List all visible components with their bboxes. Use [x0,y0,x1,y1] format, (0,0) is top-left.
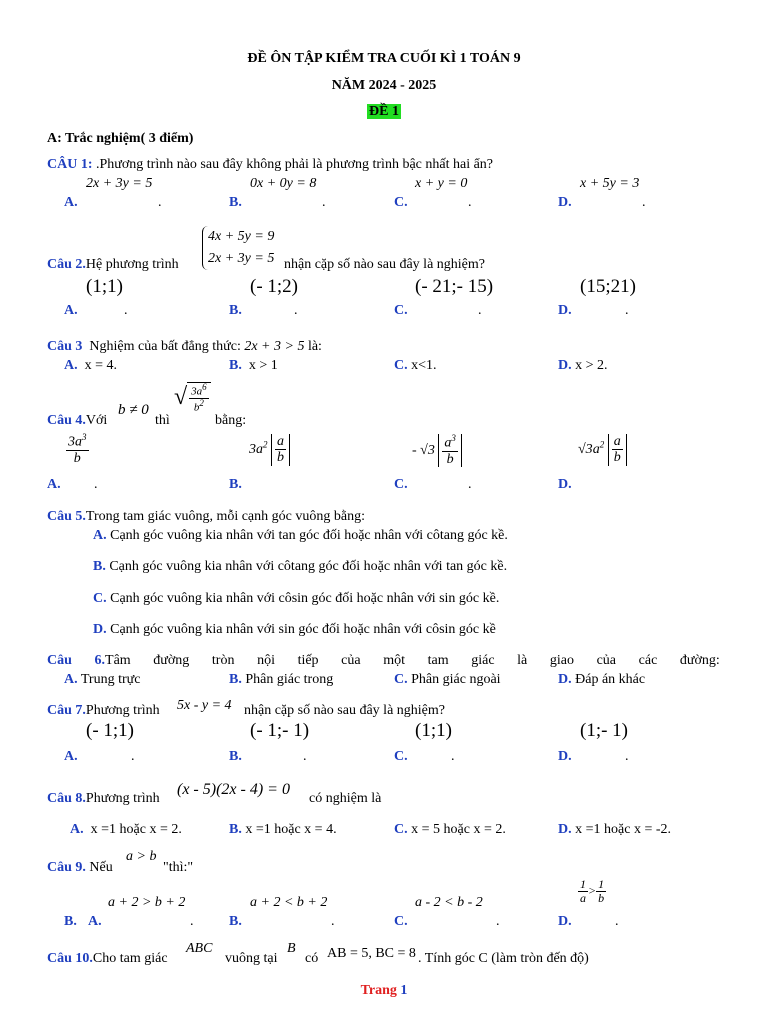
question-2-label: Câu 2. [47,257,86,272]
question-5-text: Trong tam giác vuông, mỗi cạnh góc vuông bằng: [85,509,365,524]
q3-option-a-letter: A. [64,358,78,373]
q5-option-b[interactable] [93,559,507,575]
question-4-text1: Với [85,413,108,428]
question-2-text-before: Hệ phương trình [85,257,179,272]
question-6 [47,653,720,669]
question-6-word: tam [427,653,449,668]
q9-extra-label: B. [64,914,77,929]
q4-option-c-dot: . [468,477,472,492]
footer-label: Trang [360,983,397,998]
q7-option-b-dot: . [303,749,307,764]
q4-option-b-expr: $3a^2$ $\frac{a}{b}$ [249,434,290,466]
question-10-vertex: B [287,941,296,956]
question-9-label: Câu 9. [47,860,86,875]
q8-option-c-text: x = 5 hoặc x = 2. [411,822,506,837]
q5-option-d-text: Cạnh góc vuông kia nhân với sin góc đối hoặc nhân với côsin góc kề [110,622,496,637]
q2-option-b-letter[interactable]: B. [229,303,242,318]
q2-option-d-letter[interactable]: D. [558,303,572,318]
question-6-word-1: 6.Tâm [94,653,131,668]
q7-option-c-expr: (1;1) [415,720,452,741]
q6-option-b[interactable] [229,672,333,688]
q2-eq2: 2x + 3y = 5 [208,251,275,266]
question-6-label-word: Câu [47,653,72,668]
question-6-word: tròn [211,653,235,668]
question-8-label-wrap [47,791,160,807]
section-a-heading: A: Trắc nghiệm( 3 điểm) [47,131,194,146]
exam-code: ĐỀ 1 [369,104,399,119]
question-6-word: giao [549,653,574,668]
q4-option-d-letter[interactable]: D. [558,477,572,492]
q5-option-d-letter: D. [93,622,107,637]
q3-option-b-letter: B. [229,358,242,373]
page-number: 1 [400,983,408,998]
q3-option-a-text: x = 4. [84,358,118,373]
q9-option-b-letter[interactable]: B. [229,914,242,929]
question-6-word: đường [153,653,190,668]
q3-option-d-text: x > 2. [575,358,608,373]
question-2-text-after: nhận cặp số nào sau đây là nghiệm? [284,257,485,272]
question-10-triangle: ABC [186,941,213,956]
question-3 [47,339,322,355]
q2-option-d-expr: (15;21) [580,276,636,297]
q1-option-b-letter[interactable]: B. [229,195,242,210]
question-7-label: Câu 7. [47,703,86,718]
q9-option-b-dot: . [331,914,335,929]
question-8-text-before: Phương trình [85,791,160,806]
q4-text3: bằng: [215,413,247,428]
question-10-given: AB = 5, BC = 8 [327,946,416,961]
q1-option-a-dot: . [158,195,162,210]
q3-option-b-text: x > 1 [248,358,278,373]
q8-option-a-letter: A. [70,822,84,837]
q4-text2: thì [155,413,170,428]
q8-option-c[interactable] [394,822,506,838]
question-10-label: Câu 10. [47,951,93,966]
q1-option-c-dot: . [468,195,472,210]
q8-option-b[interactable] [229,822,337,838]
q6-option-a-letter: A. [64,672,78,687]
q2-option-a-expr: (1;1) [86,276,123,297]
question-3-expr: 2x + 3 > 5 [244,339,305,354]
q3-option-b[interactable] [229,358,278,374]
question-4-label-wrap [47,413,107,429]
q2-system [202,226,274,270]
question-5-label: Câu 5. [47,509,86,524]
q2-option-a-letter[interactable]: A. [64,303,78,318]
q2-option-a-dot: . [124,303,128,318]
q7-option-c-letter[interactable]: C. [394,749,408,764]
q6-option-c[interactable] [394,672,501,688]
q2-option-c-letter[interactable]: C. [394,303,408,318]
q8-option-d[interactable] [558,822,671,838]
q7-option-d-expr: (1;- 1) [580,720,629,741]
question-6-word: nội [257,653,275,668]
q1-option-c-expr: x + y = 0 [415,176,468,191]
q9-option-d-expr: $\frac{1}{a}$ > $\frac{1}{b}$ [580,877,605,906]
q8-option-b-text: x =1 hoặc x = 4. [245,822,337,837]
q2-option-c-dot: . [478,303,482,318]
q3-option-c-letter: C. [394,358,408,373]
question-10-t2: vuông tại [225,951,278,966]
q8-option-a[interactable] [70,822,182,838]
q2-option-d-dot: . [625,303,629,318]
q2-option-b-expr: (- 1;2) [250,276,299,297]
question-1-text: .Phương trình nào sau đây không phải là phương trình bậc nhất hai ẩn? [92,157,494,172]
question-10-t1: Cho tam giác [92,951,168,966]
question-3-text: Nghiệm của bất đẳng thức: [89,339,241,354]
question-9-label-wrap [47,860,113,876]
question-10-t4: . Tính góc C (làm tròn đến độ) [418,951,589,966]
q4-option-c-letter[interactable]: C. [394,477,408,492]
q3-option-a[interactable] [64,358,117,374]
question-6-word: là [517,653,528,668]
q7-option-b-letter[interactable]: B. [229,749,242,764]
q2-option-c-expr: (- 21;- 15) [415,276,494,297]
q1-option-d-expr: x + 5y = 3 [580,176,640,191]
q1-option-a-letter[interactable]: A. [64,195,78,210]
page-footer [0,983,768,999]
question-2-label-wrap [47,257,179,273]
school-year: NĂM 2024 - 2025 [331,78,437,93]
q4-option-a-dot: . [94,477,98,492]
q4-option-a-letter[interactable]: A. [47,477,61,492]
q4-option-c-expr: - √3 $\frac{a^3}{b}$ [412,434,462,467]
q6-option-b-letter: B. [229,672,242,687]
q8-option-a-text: x =1 hoặc x = 2. [90,822,182,837]
q5-option-c-text: Cạnh góc vuông kia nhân với côsin góc đối hoặc nhân với sin góc kề. [110,591,500,606]
q3-option-c[interactable] [394,358,437,374]
q4-option-b-letter[interactable]: B. [229,477,242,492]
exam-code-wrapper [0,104,768,120]
q5-option-a[interactable] [93,528,508,544]
question-6-word: giác [471,653,495,668]
q8-option-d-text: x =1 hoặc x = -2. [575,822,672,837]
question-3-tail: là: [307,339,322,354]
q1-option-b-dot: . [322,195,326,210]
q7-option-a-expr: (- 1;1) [86,720,135,741]
question-7-expr: 5x - y = 4 [177,698,232,713]
q1-option-b-expr: 0x + 0y = 8 [250,176,317,191]
q1-option-a-expr: 2x + 3y = 5 [86,176,153,191]
question-9-text-after: "thì:" [163,860,194,875]
q3-option-c-text: x<1. [411,358,437,373]
q9-option-d-letter[interactable]: D. [558,914,572,929]
q8-option-b-letter: B. [229,822,242,837]
q1-option-d-letter[interactable]: D. [558,195,572,210]
question-6-word: tiếp [297,653,319,668]
q2-eq1: 4x + 5y = 9 [208,229,275,244]
question-8-label: Câu 8. [47,791,86,806]
q4-option-d-expr: $√3a^2$ $\frac{a}{b}$ [578,434,627,466]
question-7-text-after: nhận cặp số nào sau đây là nghiệm? [244,703,445,718]
question-9-cond: a > b [126,849,157,864]
question-6-word: các [638,653,658,668]
q9-option-c-expr: a - 2 < b - 2 [415,895,483,910]
q6-option-c-letter: C. [394,672,408,687]
q5-option-b-text: Cạnh góc vuông kia nhân với côtang góc đối hoặc nhân với tan góc kề. [109,559,508,574]
q6-option-b-text: Phân giác trong [245,672,334,687]
q6-option-d-letter: D. [558,672,572,687]
q5-option-a-text: Cạnh góc vuông kia nhân với tan góc đối hoặc nhân với côtang góc kề. [110,528,508,543]
document-title: ĐỀ ÔN TẬP KIỂM TRA CUỐI KÌ 1 TOÁN 9 [247,51,521,66]
q9-option-b-expr: a + 2 < b + 2 [250,895,328,910]
question-6-word: đường: [679,653,720,668]
q4-radical: √ $\frac{3a^6}{b^2}$ [174,382,211,414]
q5-option-c-letter: C. [93,591,107,606]
q9-option-d-dot: . [615,914,619,929]
q4-condition: b ≠ 0 [118,402,149,418]
q9-option-c-letter[interactable]: C. [394,914,408,929]
question-8-text-after: có nghiệm là [309,791,382,806]
q8-option-c-letter: C. [394,822,408,837]
q5-option-c[interactable] [93,591,499,607]
question-1 [47,157,493,173]
q1-option-d-dot: . [642,195,646,210]
question-7-text-before: Phương trình [85,703,160,718]
q5-option-a-letter: A. [93,528,107,543]
q3-option-d[interactable] [558,358,608,374]
question-6-word: của [341,653,361,668]
q4-option-a-expr: $\frac{3a^3}{b}$ [68,432,87,467]
q7-option-c-dot: . [451,749,455,764]
q6-option-a-text: Trung trực [80,672,141,687]
question-6-word: của [596,653,617,668]
q6-option-c-text: Phân giác ngoài [411,672,501,687]
q3-option-d-letter: D. [558,358,572,373]
question-10-label-wrap [47,951,168,967]
q1-option-c-letter[interactable]: C. [394,195,408,210]
q7-option-d-letter[interactable]: D. [558,749,572,764]
question-10-t3: có [305,951,319,966]
q7-option-b-expr: (- 1;- 1) [250,720,310,741]
q9-option-a-dot: . [190,914,194,929]
q8-option-d-letter: D. [558,822,572,837]
q6-option-d[interactable] [558,672,645,688]
q7-option-d-dot: . [625,749,629,764]
q7-option-a-letter[interactable]: A. [64,749,78,764]
q5-option-d[interactable] [93,622,496,638]
q6-option-d-text: Đáp án khác [575,672,646,687]
q6-option-a[interactable] [64,672,140,688]
q7-option-a-dot: . [131,749,135,764]
q9-option-c-dot: . [496,914,500,929]
q9-option-a-expr: a + 2 > b + 2 [108,895,186,910]
question-7-label-wrap [47,703,160,719]
q9-option-a-letter[interactable]: A. [88,914,102,929]
question-6-word: một [383,653,405,668]
question-5 [47,509,365,525]
question-8-expr: (x - 5)(2x - 4) = 0 [177,781,290,798]
question-9-text-before: Nếu [89,860,113,875]
question-3-label: Câu 3 [47,339,83,354]
q2-option-b-dot: . [294,303,298,318]
q5-option-b-letter: B. [93,559,106,574]
question-4-label: Câu 4. [47,413,86,428]
question-1-label: CÂU 1: [47,157,93,172]
